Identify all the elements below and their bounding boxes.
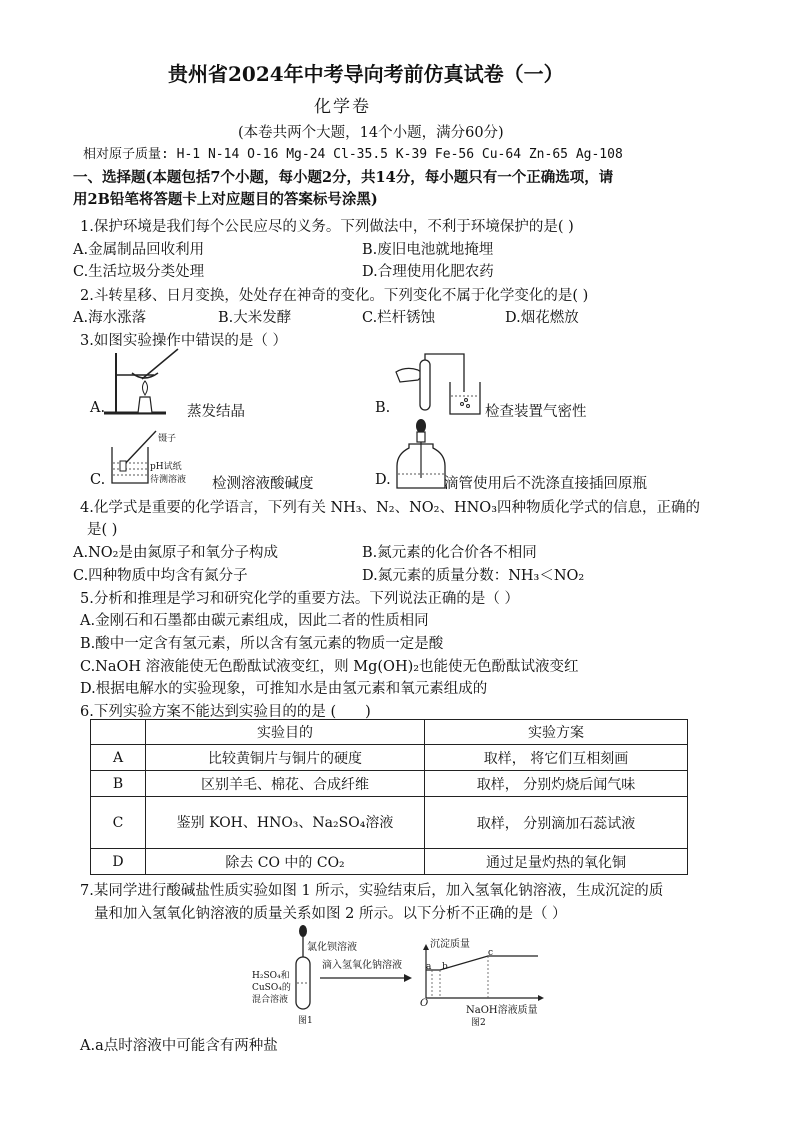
graph-origin: O <box>420 998 429 1009</box>
mixture-label-2: CuSO₄的 <box>252 983 291 993</box>
q7-stem: 7.某同学进行酸碱盐性质实验如图 1 所示，实验结束后，加入氢氧化钠溶液，生成沉淀的质 <box>80 883 664 899</box>
exam-note: (本卷共两个大题，14个小题，满分60分) <box>238 125 504 141</box>
table-header: 实验目的 <box>146 720 425 745</box>
q5-option-b: B.酸中一定含有氢元素，所以含有氢元素的物质一定是酸 <box>80 636 444 652</box>
q3-option-c-letter: C. <box>90 472 106 488</box>
section-heading-cont: 用2B铅笔将答题卡上对应题目的答案标号涂黑) <box>73 191 378 208</box>
q4-stem-cont: 是( ) <box>87 522 118 538</box>
q3-option-b-text: 检查装置气密性 <box>485 404 587 420</box>
table-row <box>91 745 688 771</box>
q7-stem-cont: 量和加入氢氧化钠溶液的质量关系如图 2 所示。以下分析不正确的是（ ） <box>94 906 567 922</box>
barium-chloride-label: 氯化钡溶液 <box>307 942 357 953</box>
graph-point-b: b <box>442 962 448 972</box>
q2-option-c: C.栏杆锈蚀 <box>362 310 436 326</box>
mixture-label-3: 混合溶液 <box>252 995 289 1005</box>
table-row <box>91 771 688 797</box>
q4-option-b: B.氮元素的化合价各不相同 <box>362 545 537 561</box>
q5-stem: 5.分析和推理是学习和研究化学的重要方法。下列说法正确的是（ ） <box>80 591 519 607</box>
graph-point-a: a <box>426 962 432 972</box>
q3-option-d-text: 滴管使用后不洗涤直接插回原瓶 <box>444 476 647 492</box>
table-row <box>91 849 688 875</box>
q4-option-d: D.氮元素的质量分数：NH₃＜NO₂ <box>362 568 585 584</box>
table-header: 实验方案 <box>425 720 688 745</box>
q4-option-c: C.四种物质中均含有氮分子 <box>73 568 248 584</box>
q3-stem: 3.如图实验操作中错误的是（ ） <box>80 333 287 349</box>
figure2-graph <box>418 942 548 1002</box>
q3-option-b-letter: B. <box>375 400 391 416</box>
graph-point-c: c <box>488 948 494 958</box>
q4-stem: 4.化学式是重要的化学语言，下列有关 NH₃、N₂、NO₂、HNO₃四种物质化学式的信息，正确的 <box>80 500 701 516</box>
row-purpose: 区别羊毛、棉花、合成纤维 <box>146 771 425 797</box>
section-heading: 一、选择题(本题包括7个小题，每小题2分，共14分，每小题只有一个正确选项，请 <box>73 169 614 186</box>
q1-stem: 1.保护环境是我们每个公民应尽的义务。下列做法中，不利于环境保护的是( ) <box>80 219 574 235</box>
q5-option-c: C.NaOH 溶液能使无色酚酞试液变红，则 Mg(OH)₂也能使无色酚酞试液变红 <box>80 659 579 675</box>
q4-option-a: A.NO₂是由氮原子和氧分子构成 <box>73 545 278 561</box>
atomic-mass-line: 相对原子质量: H-1 N-14 O-16 Mg-24 Cl-35.5 K-39 Fe-56 Cu-64 Zn-65 Ag-108 <box>83 147 623 162</box>
row-key: B <box>91 771 146 797</box>
table-header-row <box>91 720 688 745</box>
q3-option-c-text: 检测溶液酸碱度 <box>212 476 314 492</box>
figure2-caption: 图2 <box>471 1018 486 1028</box>
q1-option-b: B.废旧电池就地掩埋 <box>362 242 494 258</box>
q2-option-b: B.大米发酵 <box>218 310 292 326</box>
graph-y-label: 沉淀质量 <box>430 939 470 950</box>
mixture-label-1: H₂SO₄和 <box>252 971 290 981</box>
evaporation-apparatus-figure <box>96 345 186 417</box>
graph-x-label: NaOH溶液质量 <box>466 1005 538 1016</box>
table-row <box>91 797 688 849</box>
row-plan: 通过足量灼热的氧化铜 <box>425 849 688 875</box>
q1-option-a: A.金属制品回收利用 <box>73 242 205 258</box>
row-key: D <box>91 849 146 875</box>
row-purpose: 比较黄铜片与铜片的硬度 <box>146 745 425 771</box>
arrow-label: 滴入氢氧化钠溶液 <box>322 960 402 971</box>
q7-option-a: A.a点时溶液中可能含有两种盐 <box>80 1038 278 1054</box>
row-plan: 取样， 分别灼烧后闻气味 <box>425 771 688 797</box>
airtightness-apparatus-figure <box>394 352 484 418</box>
experiment-table <box>90 719 688 875</box>
tweezers-label: 镊子 <box>158 434 177 444</box>
ph-paper-label: pH试纸 <box>150 462 182 472</box>
q3-option-a-letter: A. <box>90 400 106 416</box>
table-header <box>91 720 146 745</box>
row-key: A <box>91 745 146 771</box>
page-title: 贵州省2024年中考导向考前仿真试卷（一） <box>168 62 564 86</box>
dropper-bottle-figure <box>395 418 447 490</box>
test-solution-label: 待测溶液 <box>150 475 187 485</box>
q5-option-d: D.根据电解水的实验现象，可推知水是由氢元素和氧元素组成的 <box>80 681 488 697</box>
row-plan: 取样， 分别滴加石蕊试液 <box>425 797 688 849</box>
page-subtitle: 化学卷 <box>314 97 371 117</box>
q1-option-c: C.生活垃圾分类处理 <box>73 264 205 280</box>
row-purpose: 鉴别 KOH、HNO₃、Na₂SO₄溶液 <box>146 797 425 849</box>
q5-option-a: A.金刚石和石墨都由碳元素组成，因此二者的性质相同 <box>80 613 429 629</box>
row-plan: 取样， 将它们互相刻画 <box>425 745 688 771</box>
q1-option-d: D.合理使用化肥农药 <box>362 264 494 280</box>
q2-option-d: D.烟花燃放 <box>505 310 579 326</box>
q3-option-a-text: 蒸发结晶 <box>187 404 245 420</box>
q6-stem: 6.下列实验方案不能达到实验目的的是 (____) <box>80 704 371 720</box>
row-purpose: 除去 CO 中的 CO₂ <box>146 849 425 875</box>
q2-stem: 2.斗转星移、日月变换，处处存在神奇的变化。下列变化不属于化学变化的是( ) <box>80 288 589 304</box>
figure1-caption: 图1 <box>298 1016 313 1026</box>
q3-option-d-letter: D. <box>375 472 391 488</box>
row-key: C <box>91 797 146 849</box>
q2-option-a: A.海水涨落 <box>73 310 147 326</box>
